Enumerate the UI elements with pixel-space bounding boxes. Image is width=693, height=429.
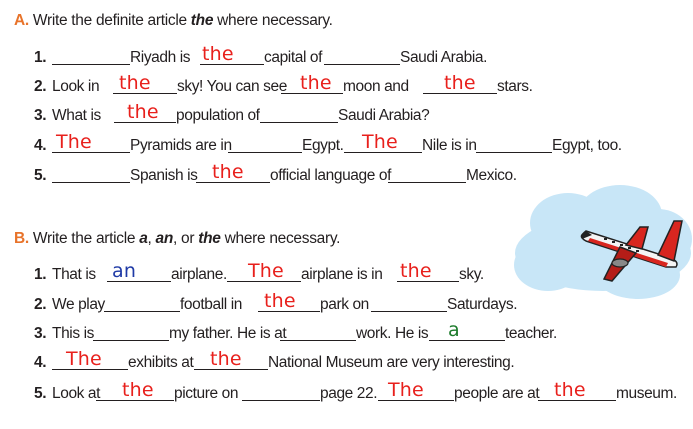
sentence-text: my father. He is at bbox=[169, 325, 287, 342]
sentence-text: airplane is in bbox=[301, 266, 383, 283]
filled-answer: The bbox=[248, 260, 284, 282]
answer-blank[interactable] bbox=[104, 311, 180, 312]
sentence-text: official language of bbox=[270, 167, 391, 184]
answer-blank[interactable] bbox=[228, 152, 302, 153]
sentence-text: work. He is bbox=[356, 325, 429, 342]
item-number: 4. bbox=[34, 354, 47, 371]
sentence-text: This is bbox=[52, 325, 94, 342]
item-number: 2. bbox=[34, 296, 47, 313]
item-number: 3. bbox=[34, 325, 47, 342]
item-number: 5. bbox=[34, 385, 47, 402]
instruction-keyword: an bbox=[155, 230, 174, 247]
filled-answer: the bbox=[400, 260, 432, 282]
filled-answer: the bbox=[119, 72, 151, 94]
filled-answer: the bbox=[300, 72, 332, 94]
sentence-text: sky! You can see bbox=[177, 78, 287, 95]
section-b-letter: B. bbox=[14, 230, 29, 247]
sentence-text: football in bbox=[180, 296, 242, 313]
sentence-text: Mexico. bbox=[466, 167, 517, 184]
sentence-text: exhibits at bbox=[128, 354, 194, 371]
item-number: 4. bbox=[34, 137, 47, 154]
filled-answer: a bbox=[448, 319, 460, 341]
section-a-instruction bbox=[14, 12, 333, 30]
filled-answer: the bbox=[202, 43, 234, 65]
instruction-text: Write the definite article bbox=[32, 12, 191, 29]
sentence-text: We play bbox=[52, 296, 105, 313]
answer-blank[interactable] bbox=[280, 340, 356, 341]
sentence-text: That is bbox=[52, 266, 96, 283]
sentence-text: museum. bbox=[616, 385, 677, 402]
instruction-keyword: a bbox=[139, 230, 148, 247]
sentence-text: Saturdays. bbox=[447, 296, 518, 313]
instruction-text: where necessary. bbox=[213, 12, 333, 29]
filled-answer: The bbox=[362, 131, 398, 153]
filled-answer: the bbox=[127, 101, 159, 123]
filled-answer: The bbox=[66, 348, 102, 370]
filled-answer: The bbox=[56, 131, 92, 153]
sentence-text: moon and bbox=[343, 78, 409, 95]
section-b-instruction bbox=[14, 230, 340, 248]
sentence-text: population of bbox=[176, 107, 260, 124]
instruction-keyword: the bbox=[190, 12, 214, 29]
sentence-text: stars. bbox=[497, 78, 533, 95]
item-number: 1. bbox=[34, 49, 47, 66]
instruction-text: Write the article bbox=[32, 230, 140, 247]
sentence-text: Saudi Arabia? bbox=[338, 107, 430, 124]
sentence-text: What is bbox=[52, 107, 101, 124]
item-number: 3. bbox=[34, 107, 47, 124]
answer-blank[interactable] bbox=[371, 311, 447, 312]
sentence-text: park on bbox=[320, 296, 369, 313]
answer-blank[interactable] bbox=[242, 400, 320, 401]
sentence-text: Look in bbox=[52, 78, 100, 95]
item-number: 5. bbox=[34, 167, 47, 184]
item-number: 1. bbox=[34, 266, 47, 283]
sentence-text: Riyadh is bbox=[130, 49, 191, 66]
answer-blank[interactable] bbox=[52, 64, 130, 65]
filled-answer: the bbox=[554, 379, 586, 401]
sentence-text: Saudi Arabia. bbox=[400, 49, 488, 66]
sentence-text: Nile is in bbox=[422, 137, 477, 154]
filled-answer: the bbox=[264, 290, 296, 312]
answer-blank[interactable] bbox=[52, 182, 130, 183]
answer-blank[interactable] bbox=[388, 182, 466, 183]
instruction-text: , or bbox=[173, 230, 199, 247]
sentence-text: people are at bbox=[454, 385, 540, 402]
sentence-text: airplane. bbox=[171, 266, 227, 283]
answer-blank[interactable] bbox=[476, 152, 552, 153]
answer-blank[interactable] bbox=[324, 64, 400, 65]
filled-answer: the bbox=[122, 379, 154, 401]
instruction-text: where necessary. bbox=[220, 230, 341, 247]
sentence-text: capital of bbox=[264, 49, 323, 66]
filled-answer: the bbox=[212, 161, 244, 183]
sentence-text: Spanish is bbox=[130, 167, 198, 184]
sentence-text: sky. bbox=[459, 266, 484, 283]
filled-answer: the bbox=[210, 348, 242, 370]
instruction-keyword: the bbox=[198, 230, 221, 247]
sentence-text: National Museum are very interesting. bbox=[268, 354, 515, 371]
sentence-text: page 22. bbox=[320, 385, 378, 402]
sentence-text: Egypt, too. bbox=[552, 137, 622, 154]
filled-answer: The bbox=[388, 379, 424, 401]
sentence-text: picture on bbox=[174, 385, 239, 402]
filled-answer: an bbox=[112, 260, 137, 282]
instruction-text: , bbox=[147, 230, 156, 247]
sentence-text: Look at bbox=[52, 385, 101, 402]
answer-blank[interactable] bbox=[260, 122, 338, 123]
answer-blank[interactable] bbox=[429, 340, 505, 341]
filled-answer: the bbox=[444, 72, 476, 94]
answer-blank[interactable] bbox=[93, 340, 169, 341]
sentence-text: teacher. bbox=[505, 325, 557, 342]
sentence-text: Egypt. bbox=[302, 137, 344, 154]
section-a-letter: A. bbox=[14, 12, 29, 29]
sentence-text: Pyramids are in bbox=[130, 137, 232, 154]
item-number: 2. bbox=[34, 78, 47, 95]
airplane-cloud-illustration bbox=[508, 183, 693, 301]
